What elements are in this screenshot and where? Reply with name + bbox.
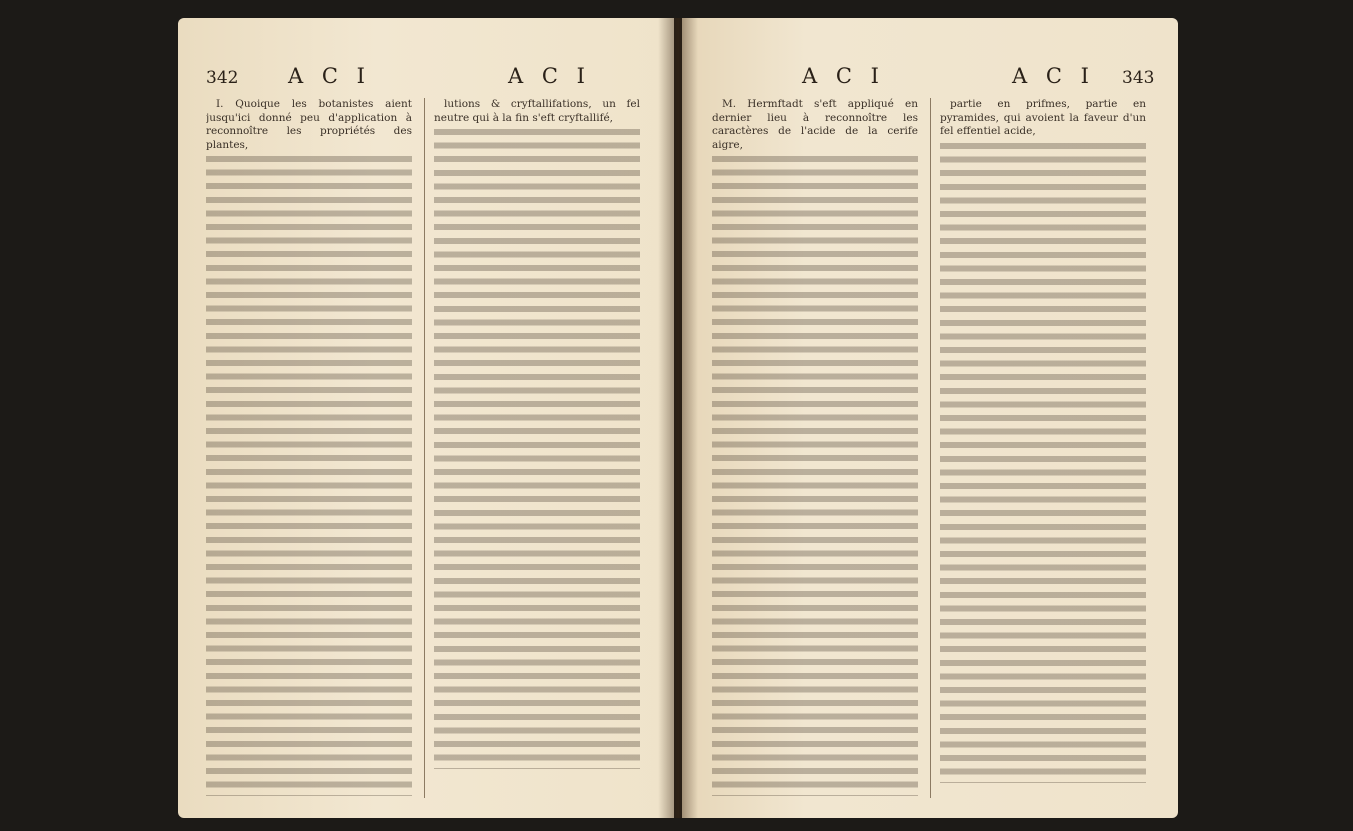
column-rule <box>424 98 425 798</box>
paragraph: partie en prifmes, partie en pyramides, qui avoient la faveur d'un fel effentiel acide, <box>940 98 1146 138</box>
paragraph: lutions & cryftallifations, un fel neutre qui à la fin s'eft cryftallifé, <box>434 98 640 124</box>
text-lines <box>434 129 640 769</box>
paragraph: M. Hermftadt s'eft appliqué en dernier lieu à reconnoître les caractères de l'acide de la cerife aigre, <box>712 98 918 151</box>
paragraph: I. Quoique les botanistes aient jusqu'ici donné peu d'application à reconnoître les propriétés des plantes, <box>206 98 412 151</box>
running-head-left-2: A C I <box>508 64 591 88</box>
running-head-right-1: A C I <box>802 64 885 88</box>
right-page-column-1 <box>712 98 918 798</box>
running-head-left-1: A C I <box>288 64 371 88</box>
right-page <box>682 18 1178 818</box>
running-head-right-2: A C I <box>1012 64 1095 88</box>
page-number-right: 343 <box>1122 68 1155 88</box>
text-lines <box>712 156 918 796</box>
text-lines <box>206 156 412 796</box>
right-page-column-2 <box>940 98 1146 798</box>
text-lines <box>940 143 1146 783</box>
column-rule <box>930 98 931 798</box>
left-page-column-1 <box>206 98 412 798</box>
left-page <box>178 18 674 818</box>
page-number-left: 342 <box>206 68 239 88</box>
book-spread <box>178 18 1178 818</box>
left-page-column-2 <box>434 98 640 798</box>
